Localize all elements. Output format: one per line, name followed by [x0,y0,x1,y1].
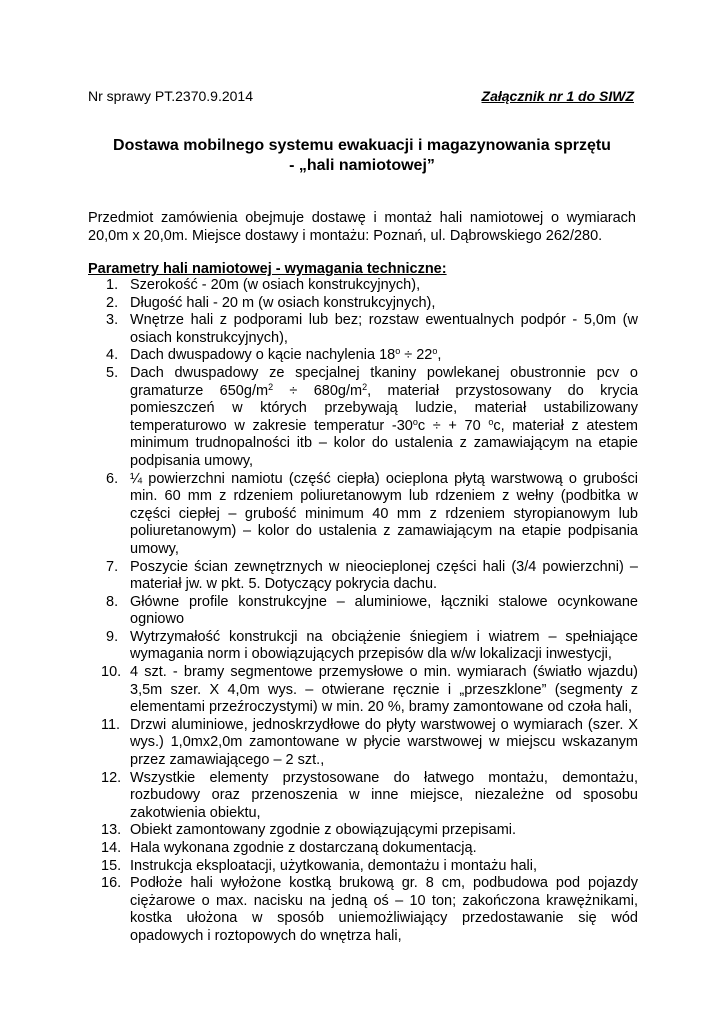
list-item [88,277,638,295]
list-item [88,717,638,770]
item-text: Główne profile konstrukcyjne – aluminiowe, łączniki stalowe ocynkowane ogniowo [130,593,638,628]
attachment-label: Załącznik nr 1 do SIWZ [481,88,634,104]
item-number: 8. [106,593,119,610]
item-number: 4. [106,347,119,364]
item-number: 9. [106,628,119,645]
document-title [88,136,636,176]
item-text: Hala wykonana zgodnie z dostarczaną dokumentacją. [130,840,477,856]
list-item [88,858,638,876]
list-item [88,295,638,313]
item-text: Podłoże hali wyłożone kostką brukową gr. 8 cm, podbudowa pod pojazdy ciężarowe o max. nacisku na jedną oś – 10 ton; zakończona krawężnikami, kostka ułożona w sposób uniemożliwiający przedostawanie się wód opadowych i roztopowych do wnętrza hali, [130,875,638,944]
item-number: 10. [101,664,122,681]
item-number: 7. [106,558,119,575]
item-number: 2. [106,294,119,311]
item-number: 1. [106,277,119,293]
item-text: Instrukcja eksploatacji, użytkowania, demontażu i montażu hali, [130,857,538,874]
item-number: 12. [101,769,122,786]
case-number: Nr sprawy PT.2370.9.2014 [88,88,253,104]
item-number: 3. [106,312,119,329]
list-item [88,629,638,664]
item-text: Szerokość - 20m (w osiach konstrukcyjnych), [130,277,421,293]
intro-paragraph: Przedmiot zamówienia obejmuje dostawę i montaż hali namiotowej o wymiarach 20,0m x 20,0m. Miejsce dostawy i montażu: Poznań, ul. Dąbrowskiego 262/280. [88,210,636,244]
item-number: 11. [101,716,121,733]
item-number: 15. [101,857,122,874]
item-number: 16. [101,875,122,892]
list-item [88,312,638,347]
list-item [88,822,638,840]
item-text: 4 szt. - bramy segmentowe przemysłowe o min. wymiarach (światło wjazdu) 3,5m szer. X 4,0m wys. – otwierane ręcznie i „przeszklone” (segmenty z elementami przeźroczystymi) w min. 20 %, bramy zamontowane od czoła hali, [130,664,638,716]
item-text: Długość hali - 20 m (w osiach konstrukcyjnych), [130,294,436,311]
item-text: Obiekt zamontowany zgodnie z obowiązującymi przepisami. [130,822,517,839]
list-item [88,347,638,365]
list-item [88,594,638,629]
item-number: 14. [101,840,122,856]
item-text: Wytrzymałość konstrukcji na obciążenie śniegiem i wiatrem – spełniające wymagania norm i obowiązujących przepisów dla w/w lokalizacji inwestycji, [130,628,638,663]
item-text: Wnętrze hali z podporami lub bez; rozstaw ewentualnych podpór - 5,0m (w osiach konstrukcyjnych), [130,312,638,346]
title-line-2: - „hali namiotowej” [289,157,435,174]
list-item [88,875,638,945]
item-text: Wszystkie elementy przystosowane do łatwego montażu, demontażu, rozbudowy oraz przenoszenia w inne miejsce, niezależne od sposobu zakotwienia obiektu, [130,769,638,821]
list-item [88,559,638,594]
item-number: 13. [101,822,122,839]
params-heading: Parametry hali namiotowej - wymagania techniczne: [88,261,447,277]
list-item [88,664,638,717]
list-item [88,840,638,858]
title-line-1: Dostawa mobilnego systemu ewakuacji i magazynowania sprzętu [113,137,611,154]
list-item [88,365,638,471]
item-number: 5. [106,364,119,381]
item-text: ¼ powierzchni namiotu (część ciepła) ocieplona płytą warstwową o grubości min. 60 mm z rdzeniem poliuretanowym lub rdzeniem z wełny (podbitka w części ciepłej – grubość minimum 40 mm z rdzeniem styropianowym lub poliuretanowym) – kolor do ustalenia z zamawiającym na etapie podpisania umowy, [130,470,638,557]
item-text: Drzwi aluminiowe, jednoskrzydłowe do płyty warstwowej o wymiarach (szer. X wys.) 1,0mx2,0m zamontowane w płycie warstwowej w miejscu wskazanym przez zamawiającego – 2 szt., [130,716,638,769]
list-item [88,471,638,559]
item-text: Dach dwuspadowy o kącie nachylenia $18^o \div 22^o$, [130,346,442,364]
requirements-list [88,277,638,946]
item-text: Dach dwuspadowy ze specjalnej tkaniny powlekanej obustronnie pcv o gramaturze $650g/m^2 \div 680g/m^2$, materiał przystosowany do krycia pomieszczeń w których przebywają ludzie, materiał ustabilizowany temperaturowo w zakresie temperatur $-30^oc$ ÷ + 70 $^o$c, materiał z atestem minimum trudnopalności itb – kolor do ustalenia z zamawiającym na etapie podpisania umowy, [130,364,639,469]
item-number: 6. [106,470,119,487]
item-text: Poszycie ścian zewnętrznych w nieocieplonej części hali (3/4 powierzchni) – materiał jw. w pkt. 5. Dotyczący pokrycia dachu. [130,558,638,593]
list-item [88,770,638,823]
